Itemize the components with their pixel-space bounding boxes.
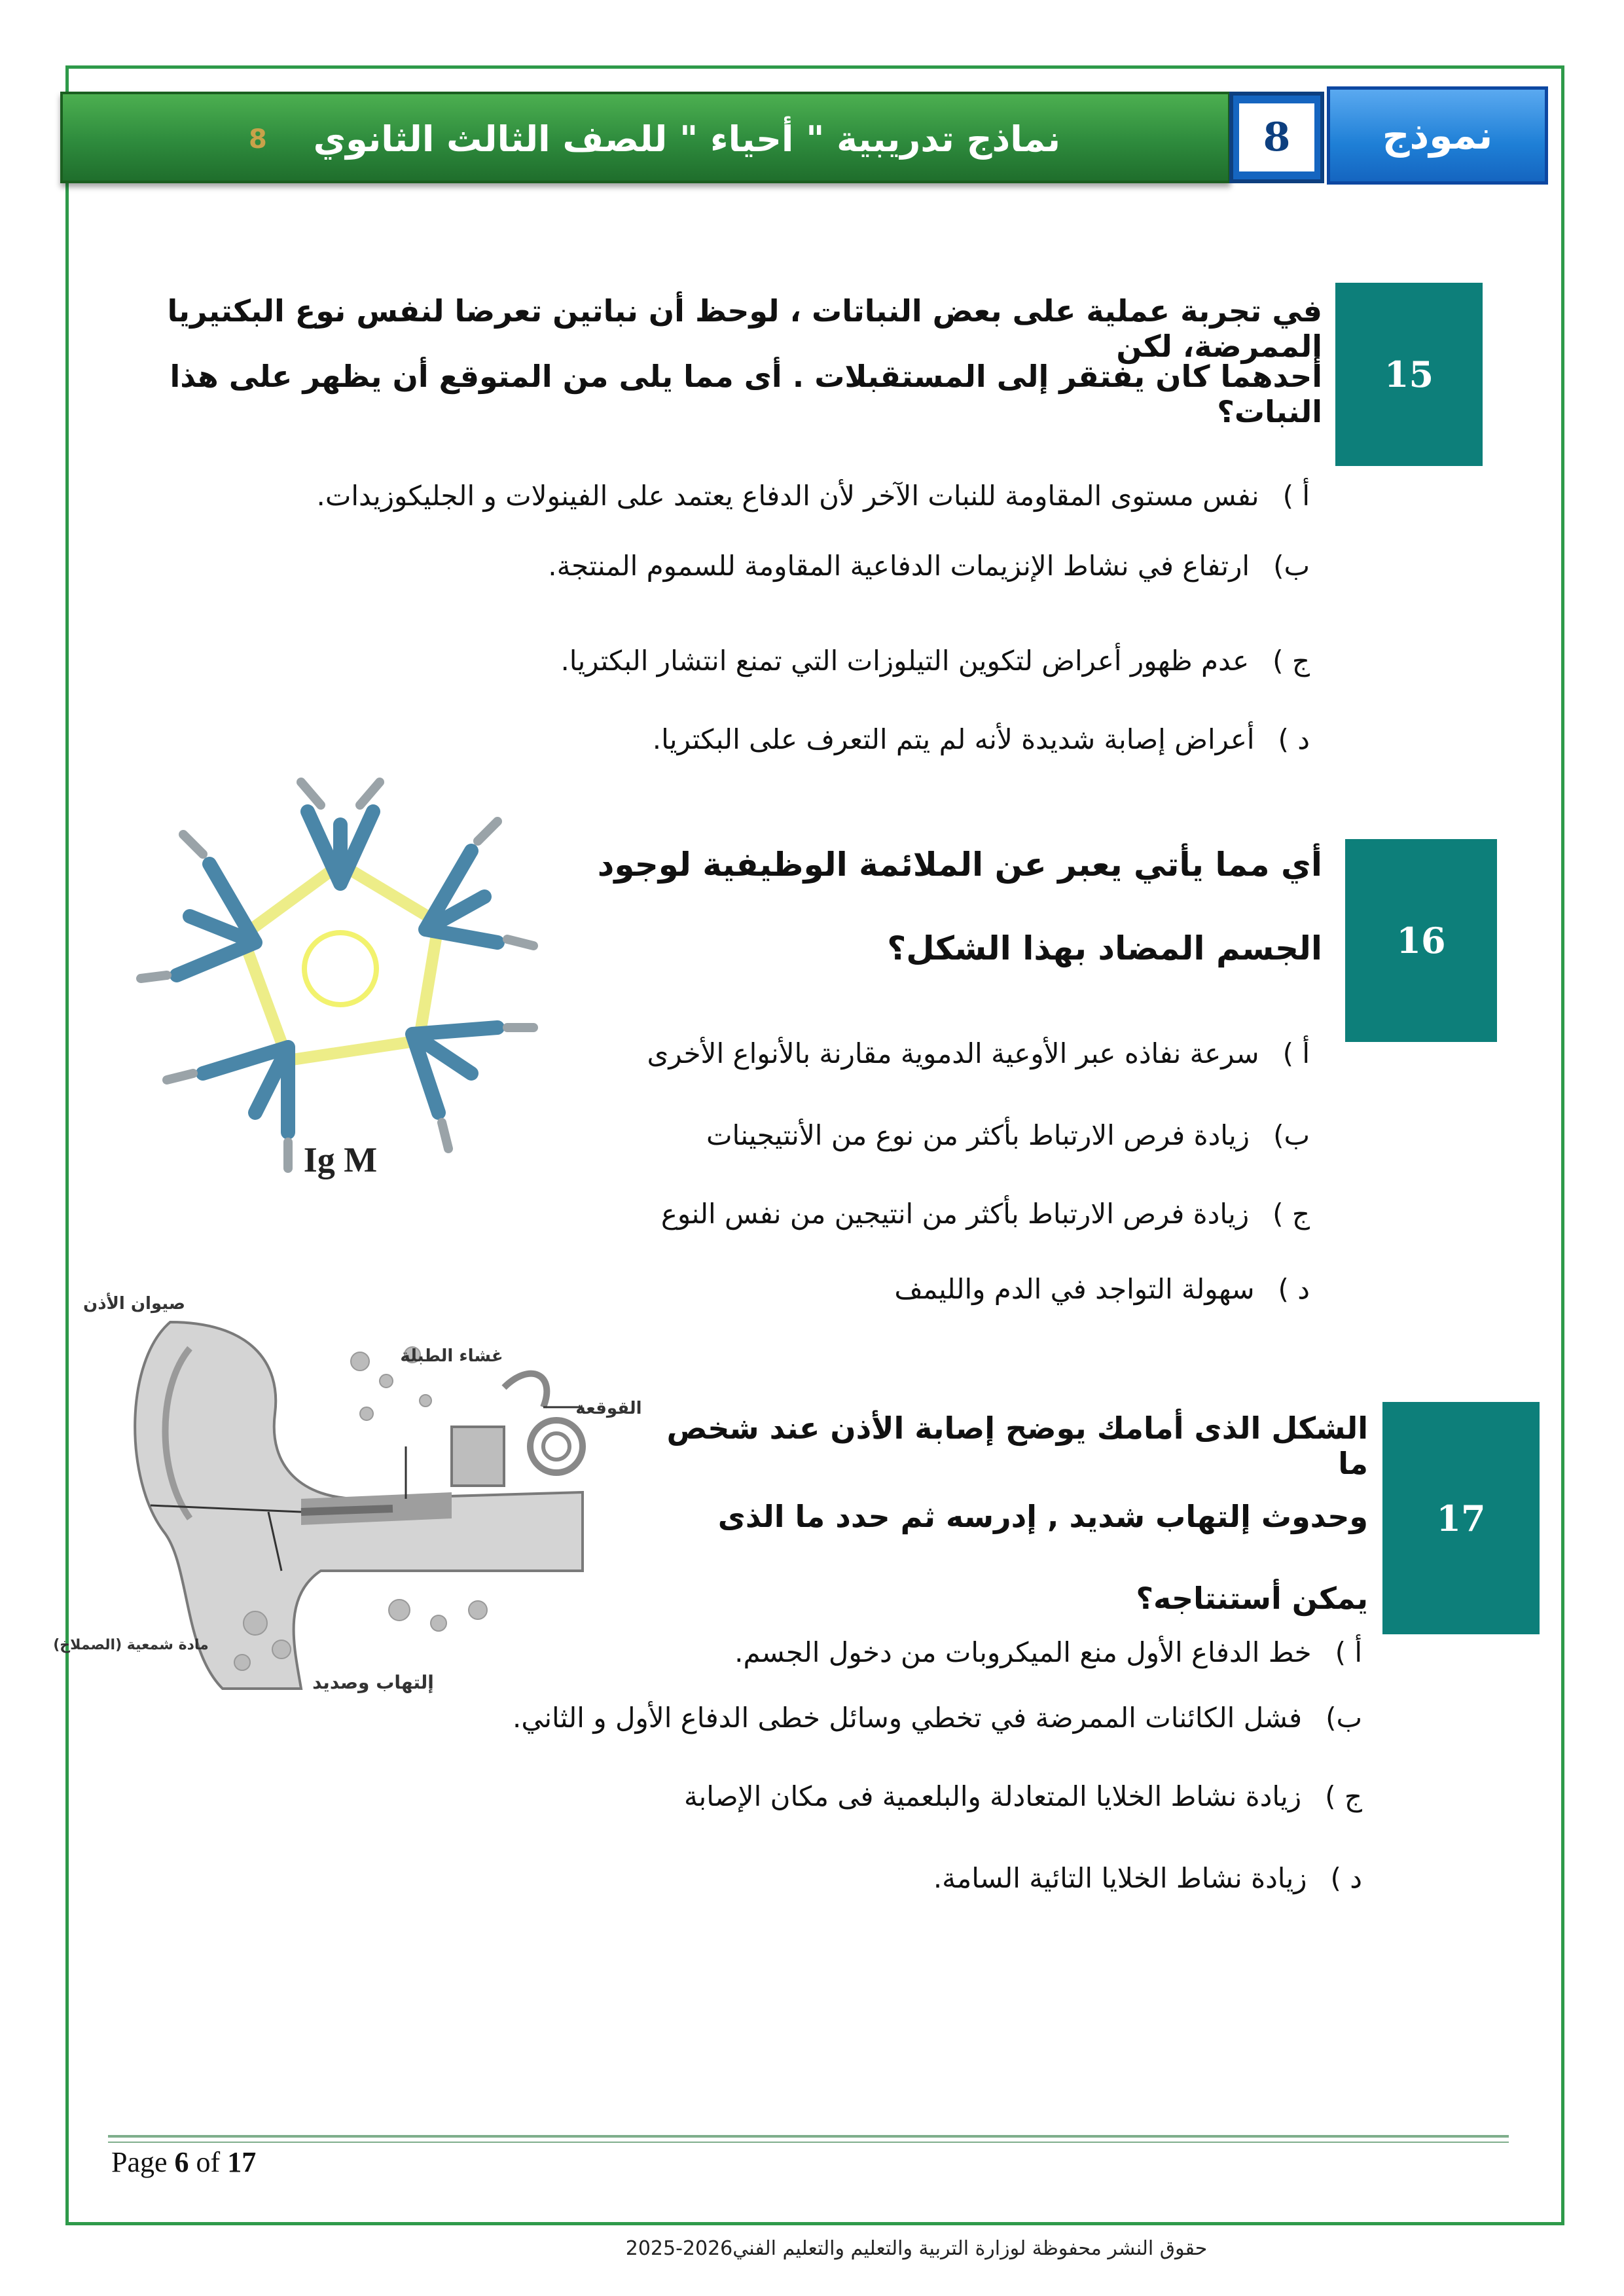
- igm-pentamer-drawing: [141, 782, 533, 1168]
- q16-option-d[interactable]: [894, 1273, 1310, 1305]
- q15-option-d[interactable]: [653, 723, 1310, 755]
- option-label: د ): [1330, 1862, 1362, 1894]
- ear-infection-figure: [53, 1283, 648, 1715]
- page-total: 17: [227, 2146, 257, 2178]
- ear-label-eardrum: غشاء الطبلة: [400, 1346, 503, 1366]
- q15-option-a[interactable]: [316, 480, 1310, 512]
- footer-divider: [108, 2135, 1509, 2138]
- q17-option-c[interactable]: [684, 1780, 1362, 1812]
- question-16-line2: الجسم المضاد بهذا الشكل؟: [887, 929, 1322, 967]
- question-number-16: 16: [1345, 839, 1497, 1042]
- q16-option-a[interactable]: [647, 1037, 1310, 1069]
- option-label: د ): [1278, 723, 1310, 755]
- question-15-line2: أحدهما كان يفتقر إلى المستقبلات . أى مما يلى من المتوقع أن يظهر على هذا النبات؟: [170, 359, 1322, 429]
- option-text: عدم ظهور أعراض لتكوين التيلوزات التي تمنع انتشار البكتريا.: [560, 645, 1250, 677]
- option-text: سهولة التواجد في الدم والليمف: [894, 1273, 1255, 1305]
- q16-option-b[interactable]: [706, 1119, 1310, 1151]
- copyright-notice: حقوق النشر محفوظة لوزارة التربية والتعليم والتعليم الفني2026-2025: [625, 2237, 1208, 2260]
- option-label: أ ): [1335, 1636, 1362, 1668]
- option-text: زيادة نشاط الخلايا المتعادلة والبلعمية فى مكان الإصابة: [684, 1780, 1302, 1812]
- q16-option-c[interactable]: [661, 1198, 1310, 1230]
- q17-option-d[interactable]: [933, 1862, 1362, 1894]
- ear-drawing: [135, 1322, 583, 1689]
- option-text: فشل الكائنات الممرضة في تخطي وسائل خطى الدفاع الأول و الثاني.: [512, 1702, 1303, 1734]
- header-faint-number: 8: [249, 124, 267, 154]
- question-number-15: 15: [1335, 283, 1483, 466]
- page-current: 6: [174, 2146, 189, 2178]
- page-number: [111, 2145, 256, 2179]
- question-16-line1: أي مما يأتي يعبر عن الملائمة الوظيفية لوجود: [597, 846, 1322, 884]
- question-17-line3: يمكن أستنتاجه؟: [1136, 1581, 1368, 1616]
- q17-option-b[interactable]: [513, 1702, 1362, 1734]
- option-label: ج ): [1325, 1780, 1362, 1812]
- q15-option-b[interactable]: [548, 550, 1310, 582]
- q17-option-a[interactable]: [734, 1636, 1362, 1668]
- option-label: ب): [1326, 1702, 1362, 1734]
- footer-divider: [108, 2142, 1509, 2143]
- ear-label-wax: مادة شمعية (الصملاخ): [53, 1637, 209, 1653]
- option-text: سرعة نفاذه عبر الأوعية الدموية مقارنة بالأنواع الأخرى: [647, 1037, 1259, 1069]
- option-text: زيادة نشاط الخلايا التائية السامة.: [933, 1862, 1307, 1894]
- option-text: زيادة فرص الارتباط بأكثر من نوع من الأنتيجينات: [706, 1119, 1250, 1151]
- option-text: أعراض إصابة شديدة لأنه لم يتم التعرف على البكتريا.: [652, 723, 1255, 755]
- question-17-line1: الشكل الذى أمامك يوضح إصابة الأذن عند شخص ما: [666, 1410, 1368, 1481]
- page-of: of: [196, 2146, 221, 2178]
- option-label: د ): [1278, 1273, 1310, 1305]
- option-label: ب): [1273, 1119, 1310, 1151]
- option-label: ج ): [1272, 645, 1310, 677]
- option-label: أ ): [1282, 480, 1310, 512]
- page-word: Page: [111, 2146, 168, 2178]
- option-text: زيادة فرص الارتباط بأكثر من انتيجين من نفس النوع: [660, 1198, 1250, 1230]
- igm-antibody-figure: [131, 785, 550, 1178]
- ear-label-pinna: صيوان الأذن: [83, 1294, 185, 1314]
- option-label: أ ): [1282, 1037, 1310, 1069]
- option-text: ارتفاع في نشاط الإنزيمات الدفاعية المقاومة للسموم المنتجة.: [548, 550, 1250, 582]
- ear-label-inflammation: إلتهاب وصديد: [312, 1672, 434, 1693]
- option-text: نفس مستوى المقاومة للنبات الآخر لأن الدفاع يعتمد على الفينولات و الجليكوزيدات.: [316, 480, 1259, 512]
- header-title: نماذج تدريبية " أحياء " للصف الثالث الثانوي: [313, 118, 1060, 160]
- question-number-17: 17: [1382, 1402, 1540, 1634]
- option-label: ب): [1273, 550, 1310, 582]
- question-17-line2: وحدوث إلتهاب شديد , إدرسه ثم حدد ما الذى: [717, 1499, 1368, 1534]
- igm-label: Ig M: [303, 1140, 378, 1179]
- option-text: خط الدفاع الأول منع الميكروبات من دخول الجسم.: [734, 1636, 1312, 1668]
- option-label: ج ): [1272, 1198, 1310, 1230]
- question-15-line1: في تجربة عملية على بعض النباتات ، لوحظ أن نباتين تعرضا لنفس نوع البكتيريا الممرضة، لكن: [167, 293, 1322, 364]
- header-model-number: 8: [1239, 103, 1314, 171]
- q15-option-c[interactable]: [560, 645, 1310, 677]
- header-model-label: نموذج: [1327, 86, 1548, 185]
- ear-label-cochlea: القوقعة: [575, 1399, 642, 1418]
